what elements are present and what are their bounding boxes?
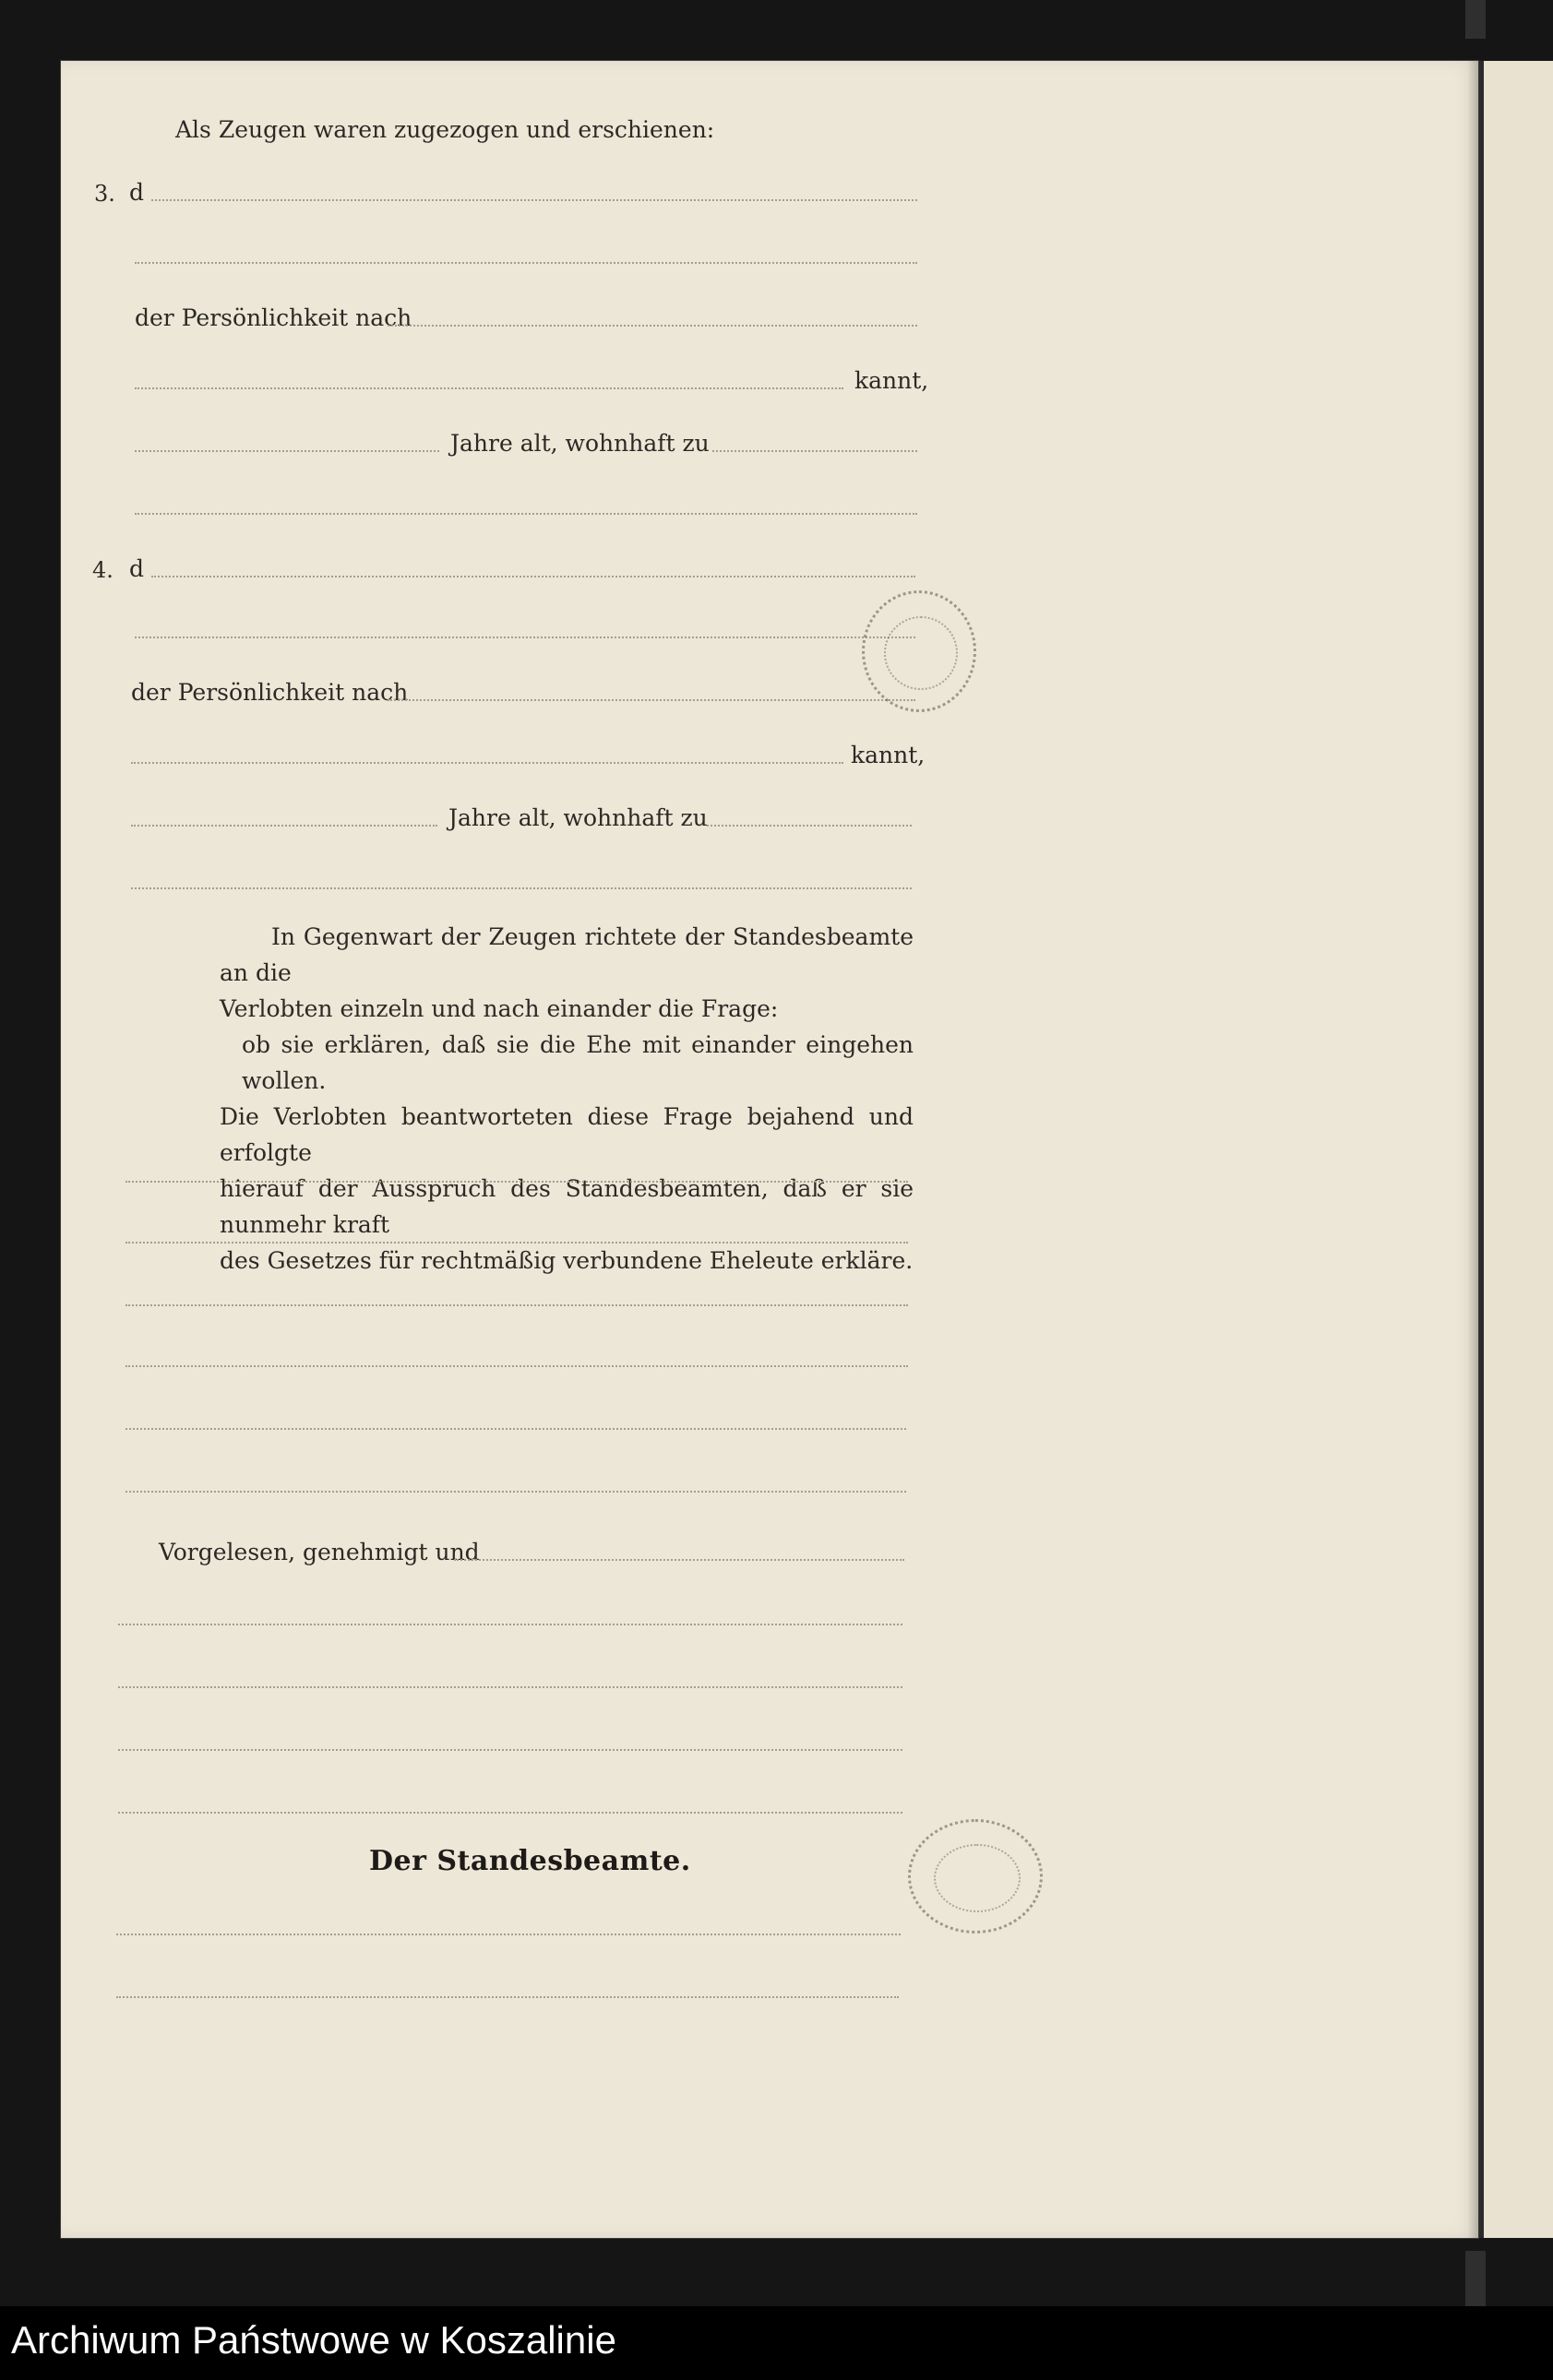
read-approved-line[interactable]	[454, 1559, 904, 1561]
witness-3-known-suffix: kannt,	[854, 367, 929, 394]
blank-line[interactable]	[125, 1428, 906, 1430]
witness-3-age-line[interactable]	[135, 450, 439, 452]
witness-3-line-6[interactable]	[135, 513, 917, 515]
official-stamp	[862, 590, 976, 712]
witness-3-personality-label: der Persönlichkeit nach	[135, 304, 412, 331]
binding-edge	[1465, 0, 1486, 39]
paragraph-line: ob sie erklären, daß sie die Ehe mit einander eingehen wollen.	[242, 1031, 914, 1094]
blank-line[interactable]	[125, 1181, 908, 1183]
witness-3-age-label: Jahre alt, wohnhaft zu	[450, 430, 710, 457]
witness-4-age-label: Jahre alt, wohnhaft zu	[448, 804, 708, 831]
blank-line[interactable]	[125, 1304, 908, 1306]
witness-4-number: 4.	[92, 557, 113, 583]
page-shadow	[1467, 61, 1478, 2238]
witness-3-line-2[interactable]	[135, 262, 917, 264]
witness-4-line-6[interactable]	[131, 887, 912, 889]
archive-name: Archiwum Państwowe w Koszalinie	[11, 2318, 616, 2362]
read-approved-label: Vorgelesen, genehmigt und	[159, 1539, 480, 1565]
witness-3-personality-line[interactable]	[388, 325, 917, 327]
paragraph-line: hierauf der Ausspruch des Standesbeamten, daß er sie nunmehr kraft	[220, 1175, 914, 1238]
witness-4-personality-label: der Persönlichkeit nach	[131, 679, 409, 706]
official-stamp	[908, 1819, 1043, 1934]
witness-3-name-line[interactable]	[151, 199, 917, 201]
witness-4-known-line[interactable]	[131, 762, 843, 764]
witness-4-personality-line[interactable]	[388, 699, 915, 701]
blank-line[interactable]	[125, 1365, 908, 1367]
signature-line[interactable]	[116, 1996, 899, 1998]
paragraph-line: Die Verlobten beantworteten diese Frage bejahend und erfolgte	[220, 1103, 914, 1166]
paragraph-line: Verlobten einzeln und nach einander die Frage:	[220, 995, 779, 1022]
facing-page-edge	[1478, 61, 1553, 2238]
witness-4-known-suffix: kannt,	[851, 742, 926, 768]
witness-4-name-line[interactable]	[151, 576, 915, 577]
blank-line[interactable]	[118, 1749, 902, 1751]
registrar-title: Der Standesbeamte.	[369, 1845, 691, 1877]
blank-line[interactable]	[118, 1812, 902, 1814]
paragraph-line: des Gesetzes für rechtmäßig verbundene Eheleute erkläre.	[220, 1247, 914, 1274]
witnesses-intro: Als Zeugen waren zugezogen und erschienen:	[175, 116, 715, 143]
witness-4-residence-line[interactable]	[707, 825, 912, 827]
witness-3-prefix: d	[129, 179, 145, 206]
declaration-paragraph	[220, 919, 914, 1279]
paragraph-line: In Gegenwart der Zeugen richtete der Standesbeamte an die	[220, 923, 914, 986]
witness-4-age-line[interactable]	[131, 825, 437, 827]
signature-line[interactable]	[116, 1934, 901, 1935]
blank-line[interactable]	[118, 1624, 902, 1625]
witness-3-number: 3.	[94, 181, 115, 207]
blank-line[interactable]	[125, 1491, 906, 1493]
binding-edge	[1465, 2251, 1486, 2306]
witness-4-line-2[interactable]	[135, 637, 915, 638]
witness-4-prefix: d	[129, 555, 145, 582]
blank-line[interactable]	[118, 1686, 902, 1688]
blank-line[interactable]	[125, 1242, 908, 1244]
witness-3-known-line[interactable]	[135, 387, 843, 389]
witness-3-residence-line[interactable]	[712, 450, 917, 452]
